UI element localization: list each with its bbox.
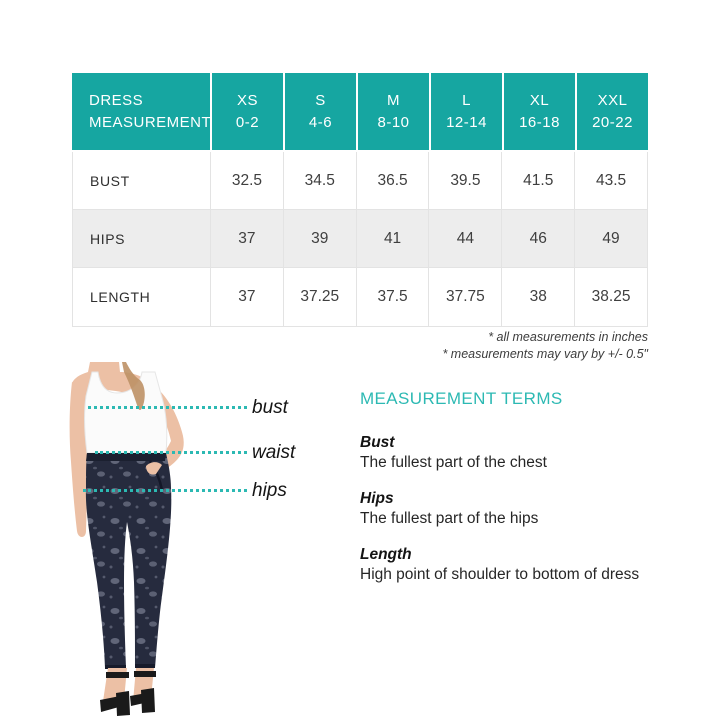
note-variance: * measurements may vary by +/- 0.5" (442, 347, 648, 361)
term-item-hips (360, 489, 652, 529)
hips-callout-label: hips (252, 480, 287, 501)
cell-hips-xxl: 49 (575, 210, 648, 268)
header-cell-dress-measurement (72, 73, 210, 150)
model-waistband (86, 453, 166, 461)
bust-callout-line (88, 406, 247, 409)
cell-length-xs: 37 (211, 268, 284, 327)
cell-hips-l: 44 (429, 210, 502, 268)
cell-bust-s: 34.5 (284, 152, 357, 210)
term-item-length (360, 545, 652, 585)
cell-length-l: 37.75 (429, 268, 502, 327)
header-cell-xl (504, 73, 575, 150)
size-range: 4-6 (308, 113, 333, 131)
size-name: XL (529, 91, 550, 109)
size-name: XXL (597, 91, 628, 109)
cell-length-s: 37.25 (284, 268, 357, 327)
header-cell-m (358, 73, 429, 150)
header-line-2: MEASUREMENT (89, 113, 212, 131)
waist-callout-label: waist (252, 442, 296, 463)
cell-bust-m: 36.5 (357, 152, 430, 210)
term-definition: The fullest part of the hips (360, 510, 539, 527)
model-pants (86, 453, 171, 668)
term-definition: The fullest part of the chest (360, 454, 547, 471)
cell-bust-xl: 41.5 (502, 152, 575, 210)
bust-callout-label: bust (252, 397, 288, 418)
model-illustration (30, 362, 245, 720)
cell-bust-xs: 32.5 (211, 152, 284, 210)
table-row-bust (72, 152, 648, 210)
size-table (72, 73, 648, 327)
note-inches: * all measurements in inches (488, 330, 648, 344)
size-table-header-row (72, 73, 648, 150)
term-item-bust (360, 433, 652, 473)
term-name: Length (360, 546, 412, 563)
term-name: Hips (360, 490, 394, 507)
table-row-hips (72, 210, 648, 268)
measurement-terms-section (360, 390, 652, 601)
row-label: BUST (73, 152, 211, 210)
size-name: S (315, 91, 326, 109)
term-name: Bust (360, 434, 395, 451)
cell-length-xl: 38 (502, 268, 575, 327)
size-name: XS (236, 91, 258, 109)
cell-bust-l: 39.5 (429, 152, 502, 210)
header-cell-s (285, 73, 356, 150)
size-range: 16-18 (519, 113, 560, 131)
size-range: 0-2 (235, 113, 260, 131)
waist-callout-line (95, 451, 247, 454)
cell-hips-m: 41 (357, 210, 430, 268)
cell-hips-xl: 46 (502, 210, 575, 268)
row-label: HIPS (73, 210, 211, 268)
header-cell-xxl (577, 73, 648, 150)
row-label: LENGTH (73, 268, 211, 327)
hips-callout-line (83, 489, 247, 492)
header-cell-l (431, 73, 502, 150)
cell-hips-s: 39 (284, 210, 357, 268)
measurement-notes (72, 329, 648, 363)
term-definition: High point of shoulder to bottom of dress (360, 566, 640, 583)
size-range: 20-22 (592, 113, 633, 131)
header-cell-xs (212, 73, 283, 150)
cell-length-m: 37.5 (357, 268, 430, 327)
model-photo (30, 362, 245, 720)
size-range: 12-14 (446, 113, 487, 131)
table-row-length (72, 268, 648, 327)
size-name: L (462, 91, 471, 109)
size-name: M (387, 91, 400, 109)
header-line-1: DRESS (89, 91, 144, 109)
cell-hips-xs: 37 (211, 210, 284, 268)
model-right-cuff (135, 664, 155, 668)
cell-bust-xxl: 43.5 (575, 152, 648, 210)
cell-length-xxl: 38.25 (575, 268, 648, 327)
size-range: 8-10 (377, 113, 410, 131)
measurement-terms-title: MEASUREMENT TERMS (360, 389, 563, 408)
